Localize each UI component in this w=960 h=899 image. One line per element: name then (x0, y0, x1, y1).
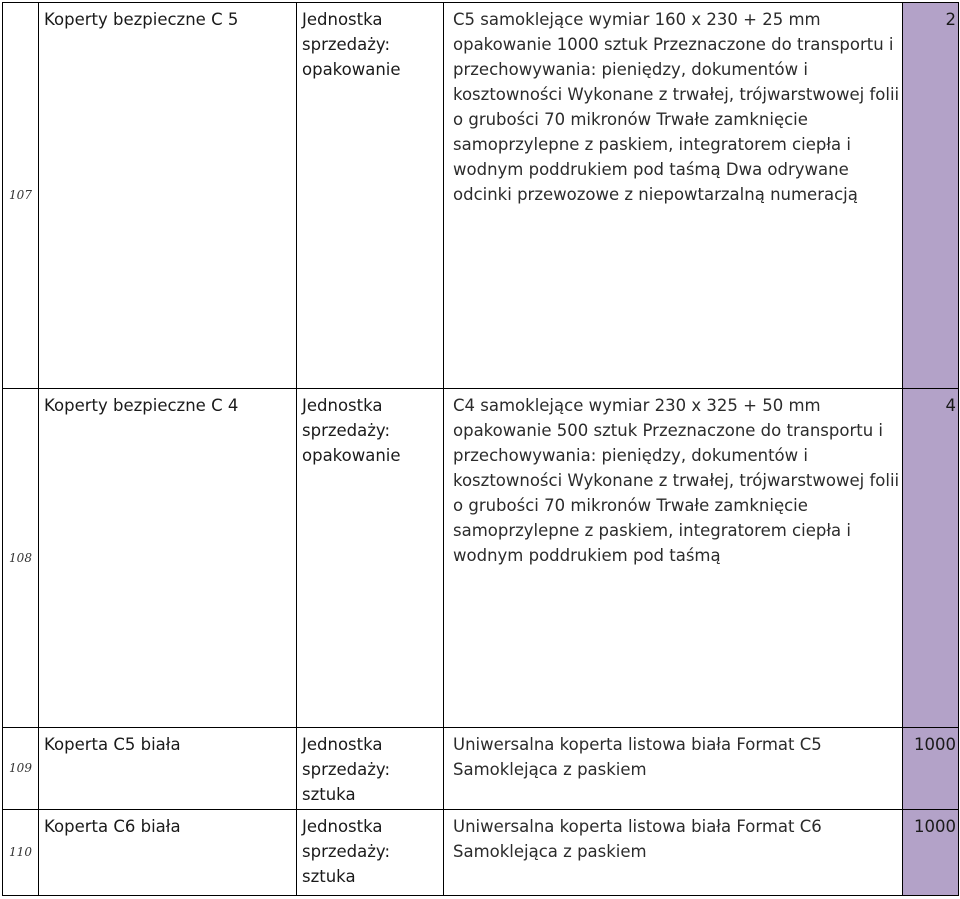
sales-unit-label: Jednostka sprzedaży: (302, 396, 391, 440)
quantity: 4 (903, 389, 959, 728)
sales-unit (297, 389, 444, 728)
product-name: Koperta C6 biała (39, 810, 297, 896)
quantity: 1000 (903, 810, 959, 896)
sales-unit-label: Jednostka sprzedaży: (302, 735, 391, 779)
row-number: 107 (3, 3, 39, 389)
product-description: Uniwersalna koperta listowa biała Format C6 Samoklejąca z paskiem (444, 810, 903, 896)
product-table (2, 2, 959, 896)
product-name: Koperta C5 biała (39, 728, 297, 810)
quantity: 2 (903, 3, 959, 389)
sales-unit-label: Jednostka sprzedaży: (302, 10, 391, 54)
sales-unit (297, 3, 444, 389)
row-number: 110 (3, 810, 39, 896)
product-description: C5 samoklejące wymiar 160 x 230 + 25 mm opakowanie 1000 sztuk Przeznaczone do transportu i przechowywania: pieniędzy, dokumentów i kosztowności Wykonane z trwałej, trójwarstwowej folii o grubości 70 mikronów Trwałe zamknięcie samoprzylepne z paskiem, integratorem ciepła i wodnym poddrukiem pod taśmą Dwa odrywane odcinki przewozowe z niepowtarzalną numeracją (444, 3, 903, 389)
product-description: Uniwersalna koperta listowa biała Format C5 Samoklejąca z paskiem (444, 728, 903, 810)
row-number: 109 (3, 728, 39, 810)
table-row (3, 810, 959, 896)
product-name: Koperty bezpieczne C 5 (39, 3, 297, 389)
sales-unit-value: sztuka (302, 867, 356, 886)
table-row (3, 728, 959, 810)
sales-unit (297, 728, 444, 810)
product-name: Koperty bezpieczne C 4 (39, 389, 297, 728)
row-number: 108 (3, 389, 39, 728)
sales-unit-value: opakowanie (302, 446, 401, 465)
sales-unit (297, 810, 444, 896)
sales-unit-value: sztuka (302, 785, 356, 804)
table-row (3, 389, 959, 728)
table-row (3, 3, 959, 389)
product-description: C4 samoklejące wymiar 230 x 325 + 50 mm opakowanie 500 sztuk Przeznaczone do transportu i przechowywania: pieniędzy, dokumentów i kosztowności Wykonane z trwałej, trójwarstwowej folii o grubości 70 mikronów Trwałe zamknięcie samoprzylepne z paskiem, integratorem ciepła i wodnym poddrukiem pod taśmą (444, 389, 903, 728)
sales-unit-label: Jednostka sprzedaży: (302, 817, 391, 861)
sales-unit-value: opakowanie (302, 60, 401, 79)
quantity: 1000 (903, 728, 959, 810)
